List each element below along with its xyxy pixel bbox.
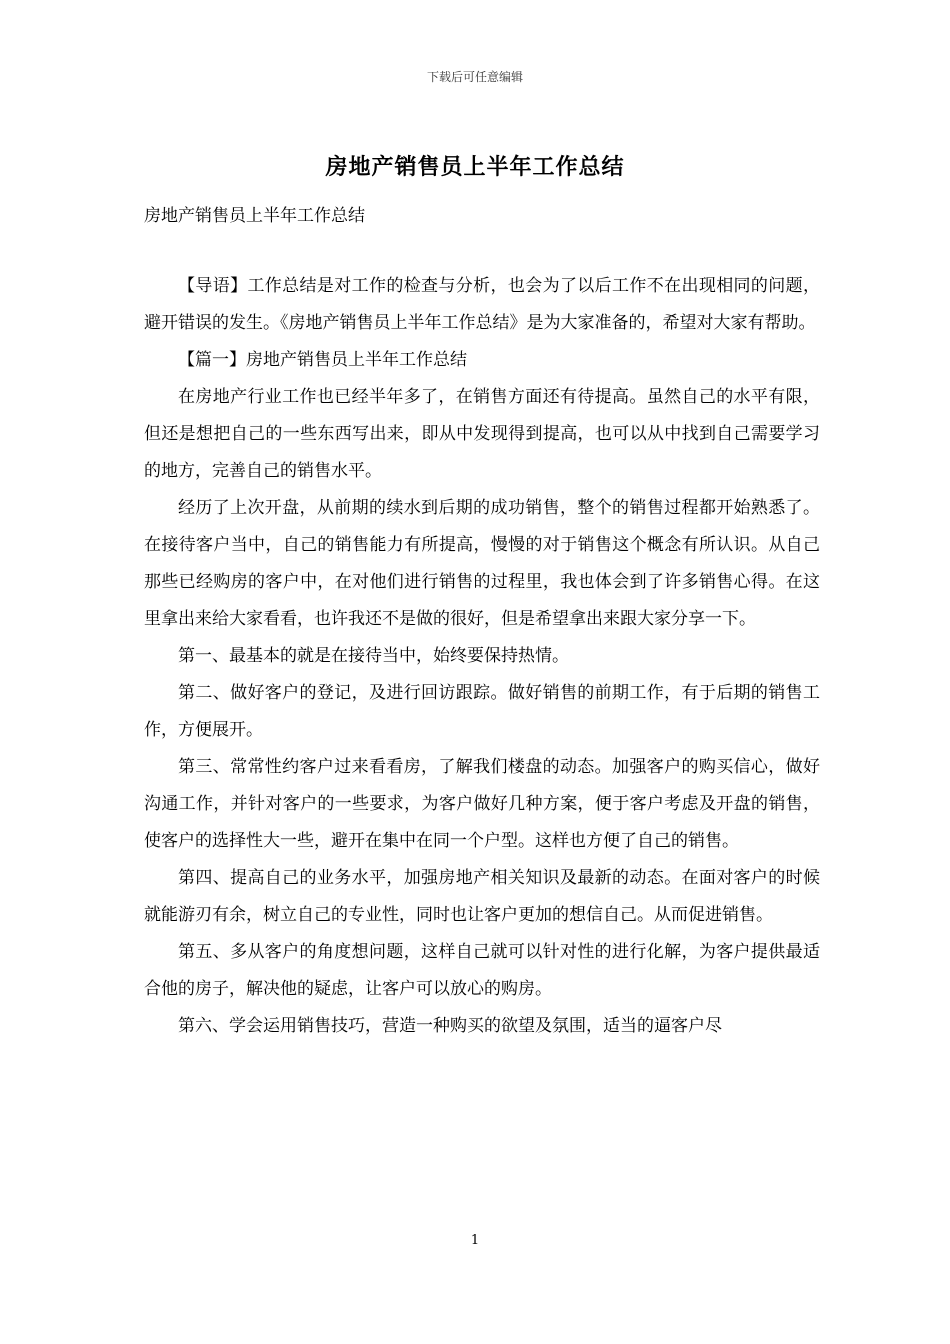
list-item: 第五、多从客户的角度想问题，这样自己就可以针对性的进行化解，为客户提供最适合他的房子，解决他的疑虑，让客户可以放心的购房。 — [144, 942, 820, 999]
paragraph: 在房地产行业工作也已经半年多了，在销售方面还有待提高。虽然自己的水平有限，但还是想把自己的一些东西写出来，即从中发现得到提高，也可以从中找到自己需要学习的地方，完善自己的销售水平。 — [144, 387, 820, 481]
paragraph-intro: 【导语】工作总结是对工作的检查与分析，也会为了以后工作不在出现相同的问题，避开错误的发生。《房地产销售员上半年工作总结》是为大家准备的，希望对大家有帮助。 — [144, 276, 820, 333]
list-item: 第二、做好客户的登记，及进行回访跟踪。做好销售的前期工作，有于后期的销售工作，方便展开。 — [144, 683, 820, 740]
list-item: 第四、提高自己的业务水平，加强房地产相关知识及最新的动态。在面对客户的时候就能游刃有余，树立自己的专业性，同时也让客户更加的想信自己。从而促进销售。 — [144, 868, 820, 925]
list-item: 第六、学会运用销售技巧，营造一种购买的欲望及氛围，适当的逼客户尽 — [178, 1016, 722, 1036]
page-number: 1 — [470, 1233, 480, 1248]
section-heading: 【篇一】房地产销售员上半年工作总结 — [178, 350, 467, 370]
document-body — [144, 268, 820, 1045]
list-item: 第一、最基本的就是在接待当中，始终要保持热情。 — [178, 646, 569, 666]
paragraph: 经历了上次开盘，从前期的续水到后期的成功销售，整个的销售过程都开始熟悉了。在接待客户当中，自己的销售能力有所提高，慢慢的对于销售这个概念有所认识。从自己那些已经购房的客户中，在对他们进行销售的过程里，我也体会到了许多销售心得。在这里拿出来给大家看看，也许我还不是做的很好，但是希望拿出来跟大家分享一下。 — [144, 498, 820, 629]
document-title: 房地产销售员上半年工作总结 — [325, 154, 625, 180]
document-subtitle: 房地产销售员上半年工作总结 — [144, 206, 365, 226]
header-note: 下载后可任意编辑 — [426, 70, 523, 84]
list-item: 第三、常常性约客户过来看看房，了解我们楼盘的动态。加强客户的购买信心，做好沟通工作，并针对客户的一些要求，为客户做好几种方案，便于客户考虑及开盘的销售，使客户的选择性大一些，避开在集中在同一个户型。这样也方便了自己的销售。 — [144, 757, 820, 851]
